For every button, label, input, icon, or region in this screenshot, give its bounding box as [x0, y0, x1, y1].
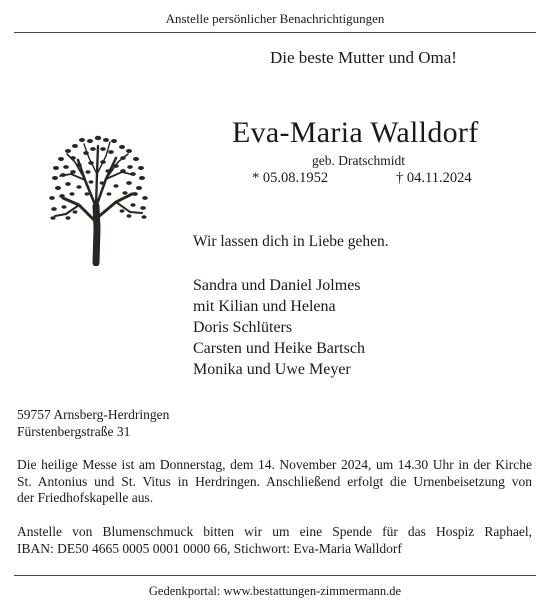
mass-info-line: Die heilige Messe ist am Donnerstag, dem 14. November 2024, um 14.30 Uhr in der Kirche — [17, 457, 532, 472]
donation-info-line: IBAN: DE50 4665 0005 0001 0000 66, Stichwort: Eva-Maria Walldorf — [17, 540, 402, 556]
mourner-line: Doris Schlüters — [193, 319, 293, 336]
address-line: 59757 Arnsberg-Herdringen — [17, 407, 170, 422]
address-line: Fürstenbergstraße 31 — [17, 424, 131, 439]
mourners-list — [193, 275, 365, 380]
mourner-line: mit Kilian und Helena — [193, 298, 336, 315]
deceased-name: Eva-Maria Walldorf — [232, 116, 479, 149]
bottom-divider — [14, 575, 536, 576]
mass-info-line: St. Antonius und St. Vitus in Herdringen. Anschließend erfolgt die Urnenbeisetzung von — [17, 473, 532, 489]
birth-name: geb. Dratschmidt — [312, 153, 405, 168]
memorial-portal-link[interactable]: Gedenkportal: www.bestattungen-zimmermann.de — [148, 584, 402, 598]
mourner-line: Carsten und Heike Bartsch — [193, 340, 365, 357]
tree-of-life-icon — [46, 132, 150, 266]
donation-info — [17, 524, 532, 557]
donation-info-line: Anstelle von Blumenschmuck bitten wir um eine Spende für das Hospiz Raphael, — [17, 524, 532, 539]
mass-info-line: der Friedhofskapelle aus. — [17, 490, 154, 506]
death-date: † 04.11.2024 — [396, 170, 472, 186]
memorial-quote: Die beste Mutter und Oma! — [270, 48, 457, 67]
header-note: Anstelle persönlicher Benachrichtigungen — [165, 11, 385, 26]
birth-date: * 05.08.1952 — [252, 170, 329, 186]
top-divider — [14, 32, 536, 33]
mourner-line: Monika und Uwe Meyer — [193, 361, 351, 378]
mourner-line: Sandra und Daniel Jolmes — [193, 277, 361, 294]
mass-info — [17, 457, 532, 507]
farewell-text: Wir lassen dich in Liebe gehen. — [193, 233, 389, 250]
